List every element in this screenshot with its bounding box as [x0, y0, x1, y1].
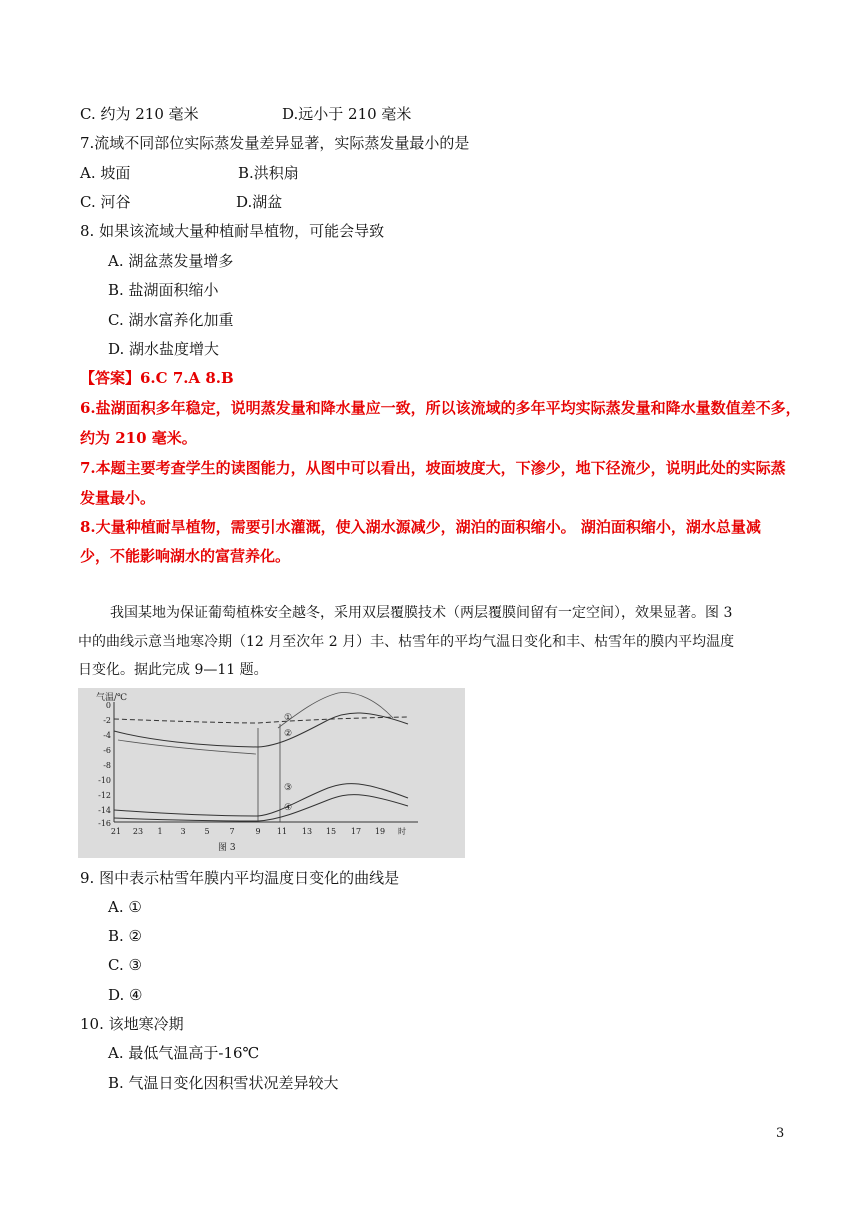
y-tick: -8	[103, 761, 111, 770]
y-tick: -12	[98, 791, 111, 800]
y-tick: -10	[98, 776, 111, 785]
q8-option-a: A. 湖盆蒸发量增多	[108, 252, 234, 270]
q7-option-a: A. 坡面	[80, 164, 131, 182]
explanation-7-line2: 发量最小。	[80, 489, 156, 507]
q8-option-c: C. 湖水富养化加重	[108, 311, 234, 329]
q9-stem: 9. 图中表示枯雪年膜内平均温度日变化的曲线是	[80, 869, 400, 887]
x-tick: 11	[276, 827, 288, 836]
q8-option-b: B. 盐湖面积缩小	[108, 281, 219, 299]
q8-stem: 8. 如果该流域大量种植耐旱植物，可能会导致	[80, 222, 385, 240]
q6-option-c: C. 约为 210 毫米	[80, 105, 199, 123]
figure-3-chart	[78, 688, 465, 858]
q7-option-c: C. 河谷	[80, 193, 131, 211]
x-tick: 23	[132, 827, 144, 836]
q10-stem: 10. 该地寒冷期	[80, 1015, 184, 1033]
q10-option-a: A. 最低气温高于-16℃	[108, 1044, 260, 1062]
explanation-8-line2: 少，不能影响湖水的富营养化。	[80, 547, 291, 565]
q7-option-b: B.洪积扇	[238, 164, 299, 182]
x-tick: 19	[374, 827, 386, 836]
explanation-6-line1: 6.盐湖面积多年稳定，说明蒸发量和降水量应一致，所以该流域的多年平均实际蒸发量和降水量数值差不多，	[80, 399, 801, 417]
answer-line: 【答案】6.C 7.A 8.B	[80, 369, 234, 387]
x-tick: 17	[350, 827, 362, 836]
x-tick: 21	[110, 827, 122, 836]
curve-label-4: ④	[284, 803, 293, 813]
x-tick: 5	[204, 827, 210, 836]
explanation-7-line1: 7.本题主要考查学生的读图能力，从图中可以看出，坡面坡度大，下渗少，地下径流少，说明此处的实际蒸	[80, 459, 786, 477]
q8-option-d: D. 湖水盐度增大	[108, 340, 220, 358]
q9-option-d: D. ④	[108, 986, 143, 1004]
curve-label-2: ②	[284, 729, 293, 739]
figure-caption: 图 3	[218, 843, 236, 853]
explanation-6-line2: 约为 210 毫米。	[80, 429, 197, 447]
explanation-8-line1: 8.大量种植耐旱植物，需要引水灌溉，使入湖水源减少，湖泊的面积缩小。 湖泊面积缩小，湖水总量减	[80, 518, 761, 536]
x-tick: 13	[301, 827, 313, 836]
curve-label-1: ①	[284, 713, 293, 723]
y-tick: -16	[98, 819, 111, 828]
q7-stem: 7.流域不同部位实际蒸发量差异显著，实际蒸发量最小的是	[80, 134, 470, 152]
passage-line1: 我国某地为保证葡萄植株安全越冬，采用双层覆膜技术（两层覆膜间留有一定空间），效果显著。图 3	[110, 605, 733, 621]
x-tick: 7	[229, 827, 235, 836]
q9-option-c: C. ③	[108, 956, 142, 974]
curve-label-3: ③	[284, 783, 293, 793]
passage-line2: 中的曲线示意当地寒冷期（12 月至次年 2 月）丰、枯雪年的平均气温日变化和丰、枯雪年的膜内平均温度	[78, 634, 735, 650]
q10-option-b: B. 气温日变化因积雪状况差异较大	[108, 1074, 339, 1092]
y-axis-label: 气温/℃	[96, 693, 128, 703]
q7-option-d: D.湖盆	[236, 193, 283, 211]
x-tick: 时	[398, 827, 406, 836]
q6-option-d: D.远小于 210 毫米	[282, 105, 412, 123]
y-tick: -2	[103, 716, 111, 725]
q9-option-b: B. ②	[108, 927, 143, 945]
x-tick: 3	[180, 827, 186, 836]
x-tick: 15	[325, 827, 337, 836]
y-tick: 0	[105, 701, 111, 710]
q9-option-a: A. ①	[108, 898, 142, 916]
page-number: 3	[776, 1126, 785, 1141]
y-tick: -4	[103, 731, 111, 740]
x-tick: 9	[255, 827, 261, 836]
x-tick: 1	[157, 827, 163, 836]
y-tick: -14	[98, 806, 111, 815]
y-tick: -6	[103, 746, 111, 755]
passage-line3: 日变化。据此完成 9—11 题。	[78, 662, 268, 678]
